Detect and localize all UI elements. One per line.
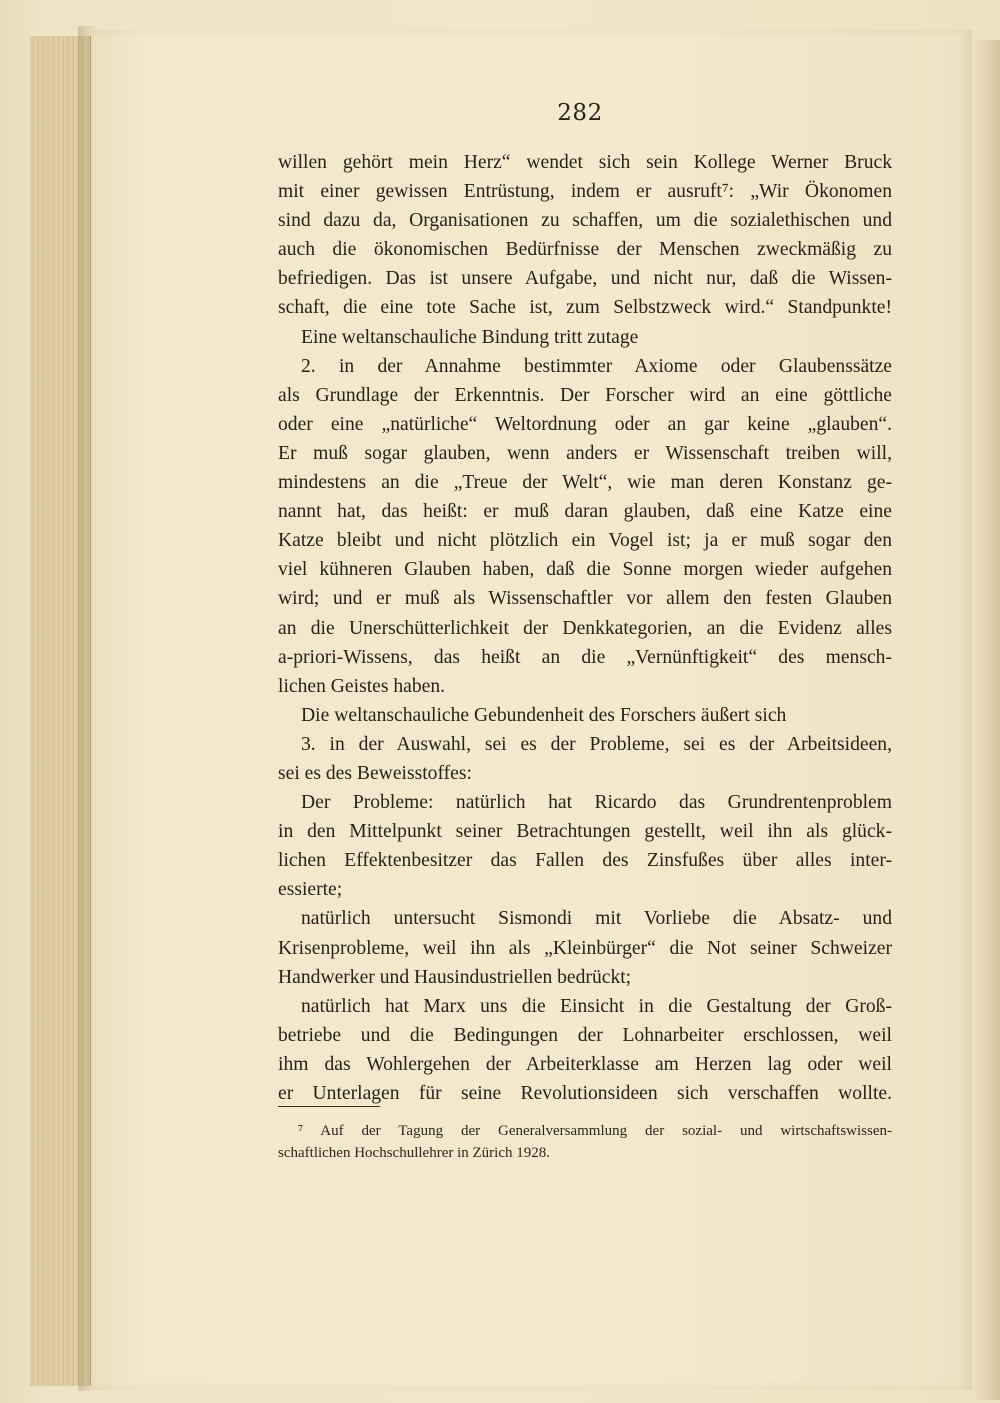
text-line: als Grundlage der Erkenntnis. Der Forscher wird an eine göttliche [278,384,892,406]
text-line: 3. in der Auswahl, sei es der Probleme, sei es der Arbeitsideen, [301,733,892,755]
text-line: Die weltanschauliche Gebundenheit des Forschers äußert sich [301,704,787,726]
text-line: Katze bleibt und nicht plötzlich ein Vogel ist; ja er muß sogar den [278,530,892,552]
text-line: mit einer gewissen Entrüstung, indem er ausruft⁷: „Wir Ökonomen [278,181,892,203]
text-line: auch die ökonomischen Bedürfnisse der Menschen zweckmäßig zu [278,239,892,261]
text-line: willen gehört mein Herz“ wendet sich sein Kollege Werner Bruck [278,152,892,173]
text-line: sei es des Beweisstoffes: [278,762,472,784]
text-line: viel kühneren Glauben haben, daß die Sonne morgen wieder aufgehen [278,559,892,581]
text-line: Eine weltanschauliche Bindung tritt zutage [301,326,639,348]
text-line: schaft, die eine tote Sache ist, zum Selbstzweck wird.“ Standpunkte! [278,297,892,319]
text-line: sind dazu da, Organisationen zu schaffen, um die sozialethischen und [278,210,892,232]
text-line: 2. in der Annahme bestimmter Axiome oder Glaubenssätze [301,355,892,377]
text-line: er Unterlagen für seine Revolutionsideen sich verschaffen wollte. [278,1083,892,1104]
text-line: lichen Geistes haben. [278,675,446,697]
body-text [278,148,892,1108]
text-line: natürlich hat Marx uns die Einsicht in die Gestaltung der Groß- [301,995,892,1017]
text-line: mindestens an die „Treue der Welt“, wie man deren Konstanz ge- [278,472,892,494]
text-line: Er muß sogar glauben, wenn anders er Wissenschaft treiben will, [278,442,892,464]
text-line: ihm das Wohlergehen der Arbeiterklasse am Herzen lag oder weil [278,1053,892,1075]
page-right-shadow [972,40,1000,1400]
text-line: an die Unerschütterlichkeit der Denkkategorien, an die Evidenz alles [278,617,892,639]
text-line: befriedigen. Das ist unsere Aufgabe, und nicht nur, daß die Wissen- [278,268,892,290]
text-line: in den Mittelpunkt seiner Betrachtungen gestellt, weil ihn als glück- [278,821,892,843]
footnote [278,1120,892,1164]
text-line: betriebe und die Bedingungen der Lohnarbeiter erschlossen, weil [278,1024,892,1046]
text-line: Krisenprobleme, weil ihn als „Kleinbürger“ die Not seiner Schweizer [278,937,892,959]
page-number: 282 [557,100,603,126]
footnote-line: ⁷ Auf der Tagung der Generalversammlung der sozial- und wirtschaftswissen- [298,1123,892,1139]
footnote-divider [278,1106,380,1107]
text-line: natürlich untersucht Sismondi mit Vorliebe die Absatz- und [301,908,892,930]
text-line: Handwerker und Hausindustriellen bedrückt; [278,966,632,988]
text-line: wird; und er muß als Wissenschaftler vor allem den festen Glauben [278,588,892,610]
text-line: a-priori-Wissens, das heißt an die „Vernünftigkeit“ des mensch- [278,646,892,668]
footnote-line: schaftlichen Hochschullehrer in Zürich 1928. [278,1145,550,1161]
text-line: oder eine „natürliche“ Weltordnung oder an gar keine „glauben“. [278,413,892,435]
text-line: Der Probleme: natürlich hat Ricardo das Grundrentenproblem [301,792,892,814]
text-line: nannt hat, das heißt: er muß daran glauben, daß eine Katze eine [278,501,892,523]
text-line: lichen Effektenbesitzer das Fallen des Zinsfußes über alles inter- [278,850,892,872]
text-line: essierte; [278,879,343,901]
